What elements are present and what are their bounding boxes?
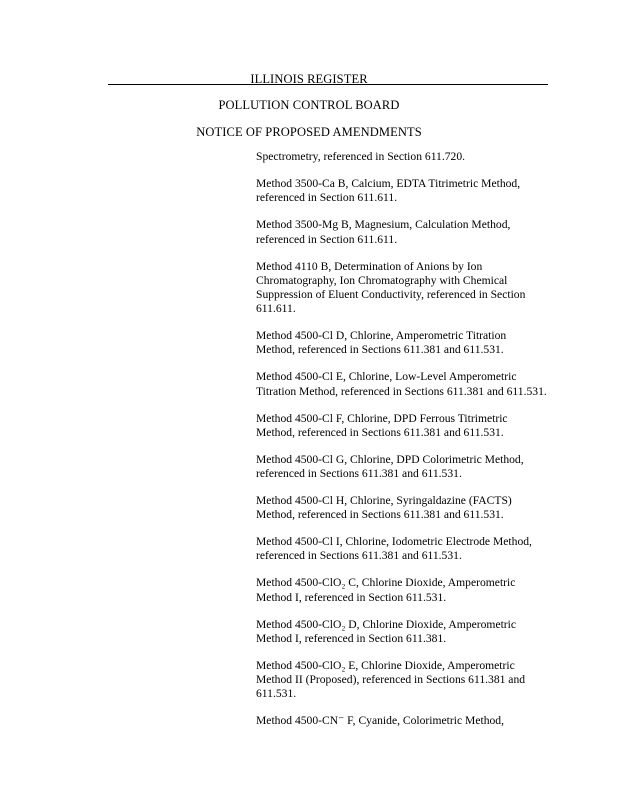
paragraph: Method 4110 B, Determination of Anions by Ion Chromatography, Ion Chromatography with Chemical Suppression of Eluent Conductivity, referenced in Section 611.611. — [256, 259, 526, 316]
paragraph: Method 4500-Cl E, Chlorine, Low-Level Amperometric Titration Method, referenced in Sections 611.381 and 611.531. — [256, 370, 547, 398]
paragraph: Method 4500-ClO₂ E, Chlorine Dioxide, Amperometric Method II (Proposed), referenced in Sections 611.381 and 611.531. — [256, 658, 526, 701]
paragraph: Method 4500-Cl G, Chlorine, DPD Colorimetric Method, referenced in Sections 611.381 and 611.531. — [256, 452, 524, 481]
paragraph: Spectrometry, referenced in Section 611.720. — [256, 150, 466, 163]
paragraph: Method 4500-Cl D, Chlorine, Amperometric Titration Method, referenced in Sections 611.381 and 611.531. — [256, 329, 507, 357]
board-title: POLLUTION CONTROL BOARD — [218, 98, 400, 112]
notice-title: NOTICE OF PROPOSED AMENDMENTS — [196, 125, 422, 139]
paragraph: Method 4500-ClO₂ C, Chlorine Dioxide, Amperometric Method I, referenced in Section 611.531. — [256, 576, 516, 604]
document-body — [256, 150, 548, 741]
paragraph: Method 4500-Cl H, Chlorine, Syringaldazine (FACTS) Method, referenced in Sections 611.381 and 611.531. — [256, 494, 512, 522]
paragraph: Method 4500-Cl I, Chlorine, Iodometric Electrode Method, referenced in Sections 611.381 and 611.531. — [256, 535, 532, 563]
paragraph: Method 3500-Mg B, Magnesium, Calculation Method, referenced in Section 611.611. — [256, 218, 511, 246]
paragraph: Method 4500-Cl F, Chlorine, DPD Ferrous Titrimetric Method, referenced in Sections 611.381 and 611.531. — [256, 411, 508, 439]
paragraph: Method 4500-CN⁻ F, Cyanide, Colorimetric Method, — [256, 714, 504, 728]
register-title: ILLINOIS REGISTER — [250, 72, 368, 86]
paragraph: Method 4500-ClO₂ D, Chlorine Dioxide, Amperometric Method I, referenced in Section 611.381. — [256, 617, 517, 645]
paragraph: Method 3500-Ca B, Calcium, EDTA Titrimetric Method, referenced in Section 611.611. — [256, 177, 521, 205]
